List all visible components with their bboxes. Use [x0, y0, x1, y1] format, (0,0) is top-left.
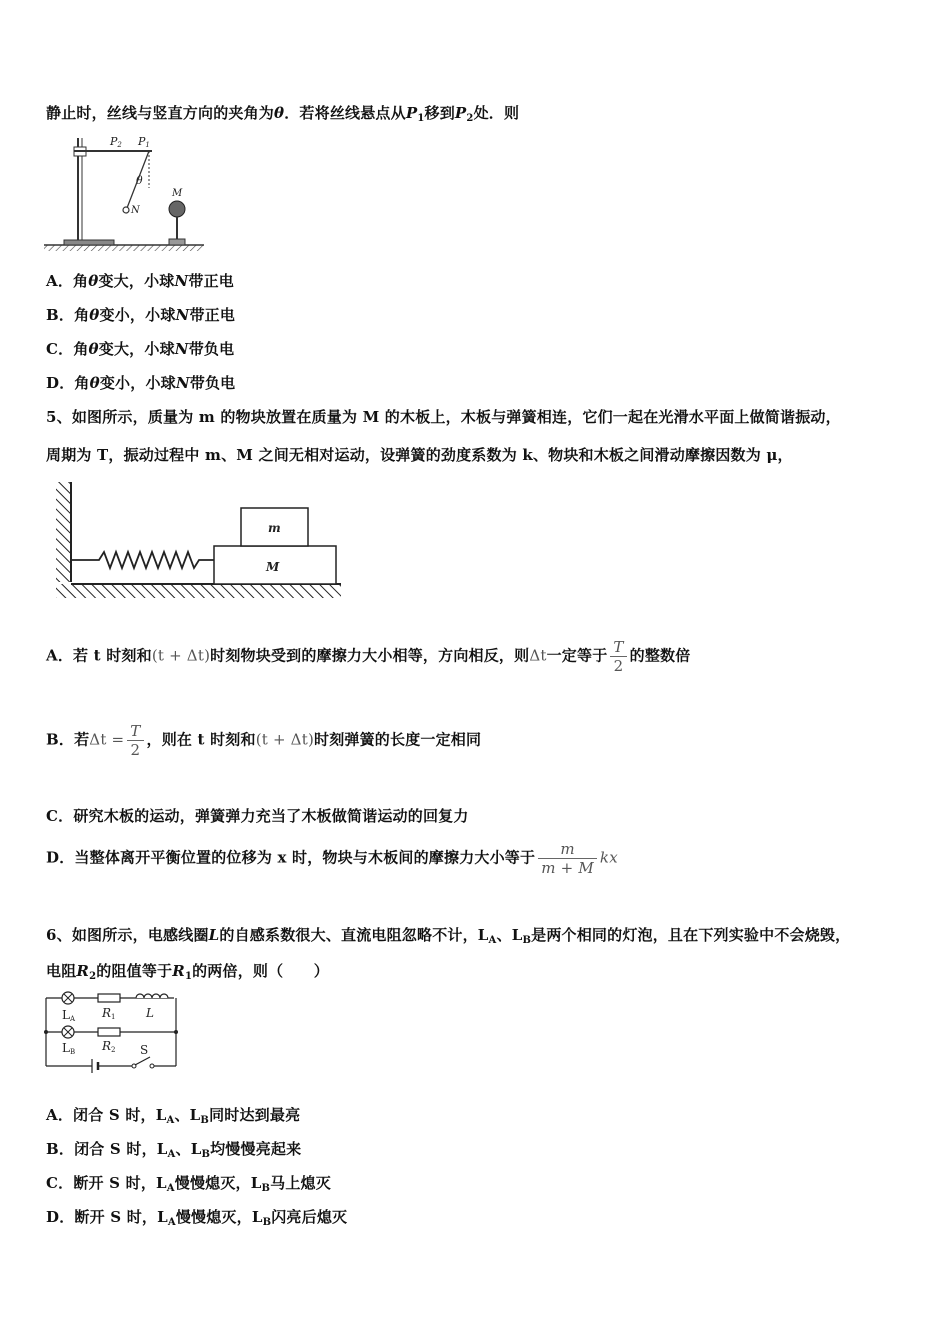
junction-left: [44, 1030, 48, 1034]
ball-n: [123, 207, 129, 213]
math-dt: Δt: [529, 646, 547, 665]
theta-symbol: θ: [274, 104, 285, 122]
inductor-coil: [136, 994, 168, 998]
label-n: N: [131, 205, 140, 216]
stand-base: [64, 240, 114, 245]
fraction-t-over-2: $\frac{T}{2}$: [127, 722, 143, 759]
math-expr: (t + Δt): [255, 730, 314, 749]
switch-blade: [135, 1057, 150, 1065]
intro-line: [46, 102, 519, 124]
q6-stem-line2: 电阻$R_2$的阻值等于$R_1$的两倍，则（ ）: [46, 962, 329, 982]
intro-text: 处．则: [473, 104, 520, 122]
q5-option-a[interactable]: A．若 t 时刻和(t + Δt)时刻物块受到的摩擦力大小相等，方向相反，则Δt一定等于 $\frac{T}{2}$ 的整数倍: [46, 638, 691, 675]
fraction-t-over-2: $\frac{T}{2}$: [610, 638, 626, 675]
q5-option-d[interactable]: D．当整体离开平衡位置的位移为 x 时，物块与木板间的摩擦力大小等于 $\frac{m}{m + M}$ kx: [46, 840, 618, 877]
p1-sub: 1: [417, 113, 425, 124]
label-la: LA: [62, 1008, 76, 1023]
p2-sub: 2: [466, 113, 474, 124]
label-s: S: [140, 1043, 149, 1057]
floor-hatch: [56, 584, 341, 598]
intro-text: 移到: [424, 104, 455, 122]
resistor-r2: [98, 1028, 120, 1036]
resistor-r1: [98, 994, 120, 1002]
spring-block-figure: [54, 478, 354, 604]
q6-stem-line1: 6、如图所示，电感线圈L的自感系数很大、直流电阻忽略不计，$L_A$、$L_B$是两个相同的灯泡，且在下列实验中不会烧毁，: [46, 926, 851, 946]
wall-hatch: [56, 482, 70, 582]
p1-label: P: [405, 104, 418, 122]
intro-text: 静止时，丝线与竖直方向的夹角为: [46, 104, 275, 122]
junction-right: [174, 1030, 178, 1034]
q4-option-a[interactable]: A．角θ变大，小球N带正电: [46, 272, 235, 290]
label-big-m: M: [266, 560, 280, 574]
switch-contact: [150, 1064, 154, 1068]
lamp-b-icon: [62, 1026, 74, 1038]
q6-option-b[interactable]: B．闭合 S 时，$L_A$、$L_B$均慢慢亮起来: [46, 1140, 302, 1160]
label-p1: P1: [138, 135, 150, 149]
ball-m-base: [169, 239, 185, 245]
q5-option-b[interactable]: B．若Δt = $\frac{T}{2}$ ，则在 t 时刻和(t + Δt)时刻弹簧的长度一定相同: [46, 722, 482, 759]
q6-option-a[interactable]: A．闭合 S 时，$L_A$、$L_B$同时达到最亮: [46, 1106, 301, 1126]
ball-m: [169, 201, 185, 217]
q5-stem-line2: 周期为 T，振动过程中 m、M 之间无相对运动，设弹簧的劲度系数为 k、物块和木板之间滑动摩擦因数为 μ，: [46, 446, 793, 464]
label-l: L: [146, 1006, 154, 1020]
math-kx: kx: [599, 848, 618, 867]
circuit-figure: [40, 988, 185, 1078]
q4-option-d[interactable]: D．角θ变小，小球N带负电: [46, 374, 236, 392]
ground-hatch: [44, 245, 204, 251]
intro-text: ．若将丝线悬点从: [284, 104, 406, 122]
math-dt: Δt =: [89, 730, 125, 749]
label-m: M: [172, 188, 183, 199]
label-small-m: m: [268, 521, 281, 535]
q4-option-b[interactable]: B．角θ变小，小球N带正电: [46, 306, 236, 324]
label-theta: θ: [136, 174, 143, 187]
spring: [71, 552, 214, 568]
q6-option-c[interactable]: C．断开 S 时，$L_A$慢慢熄灭，$L_B$马上熄灭: [46, 1174, 331, 1194]
label-r2: R2: [102, 1039, 116, 1054]
q4-option-c[interactable]: C．角θ变大，小球N带负电: [46, 340, 235, 358]
fraction-m-over-sum: $\frac{m}{m + M}$: [538, 840, 597, 877]
q6-option-d[interactable]: D．断开 S 时，$L_A$慢慢熄灭，$L_B$闪亮后熄灭: [46, 1208, 348, 1228]
q5-option-c[interactable]: C．研究木板的运动，弹簧弹力充当了木板做简谐运动的回复力: [46, 807, 469, 825]
label-r1: R1: [102, 1006, 116, 1021]
label-p2: P2: [110, 135, 122, 149]
p2-label: P: [454, 104, 467, 122]
q5-stem-line1: 5、如图所示，质量为 m 的物块放置在质量为 M 的木板上，木板与弹簧相连，它们一起在光滑水平面上做简谐振动，: [46, 408, 841, 426]
math-expr: (t + Δt): [151, 646, 211, 665]
pendulum-figure: [44, 128, 214, 258]
lamp-a-icon: [62, 992, 74, 1004]
label-lb: LB: [62, 1041, 76, 1056]
